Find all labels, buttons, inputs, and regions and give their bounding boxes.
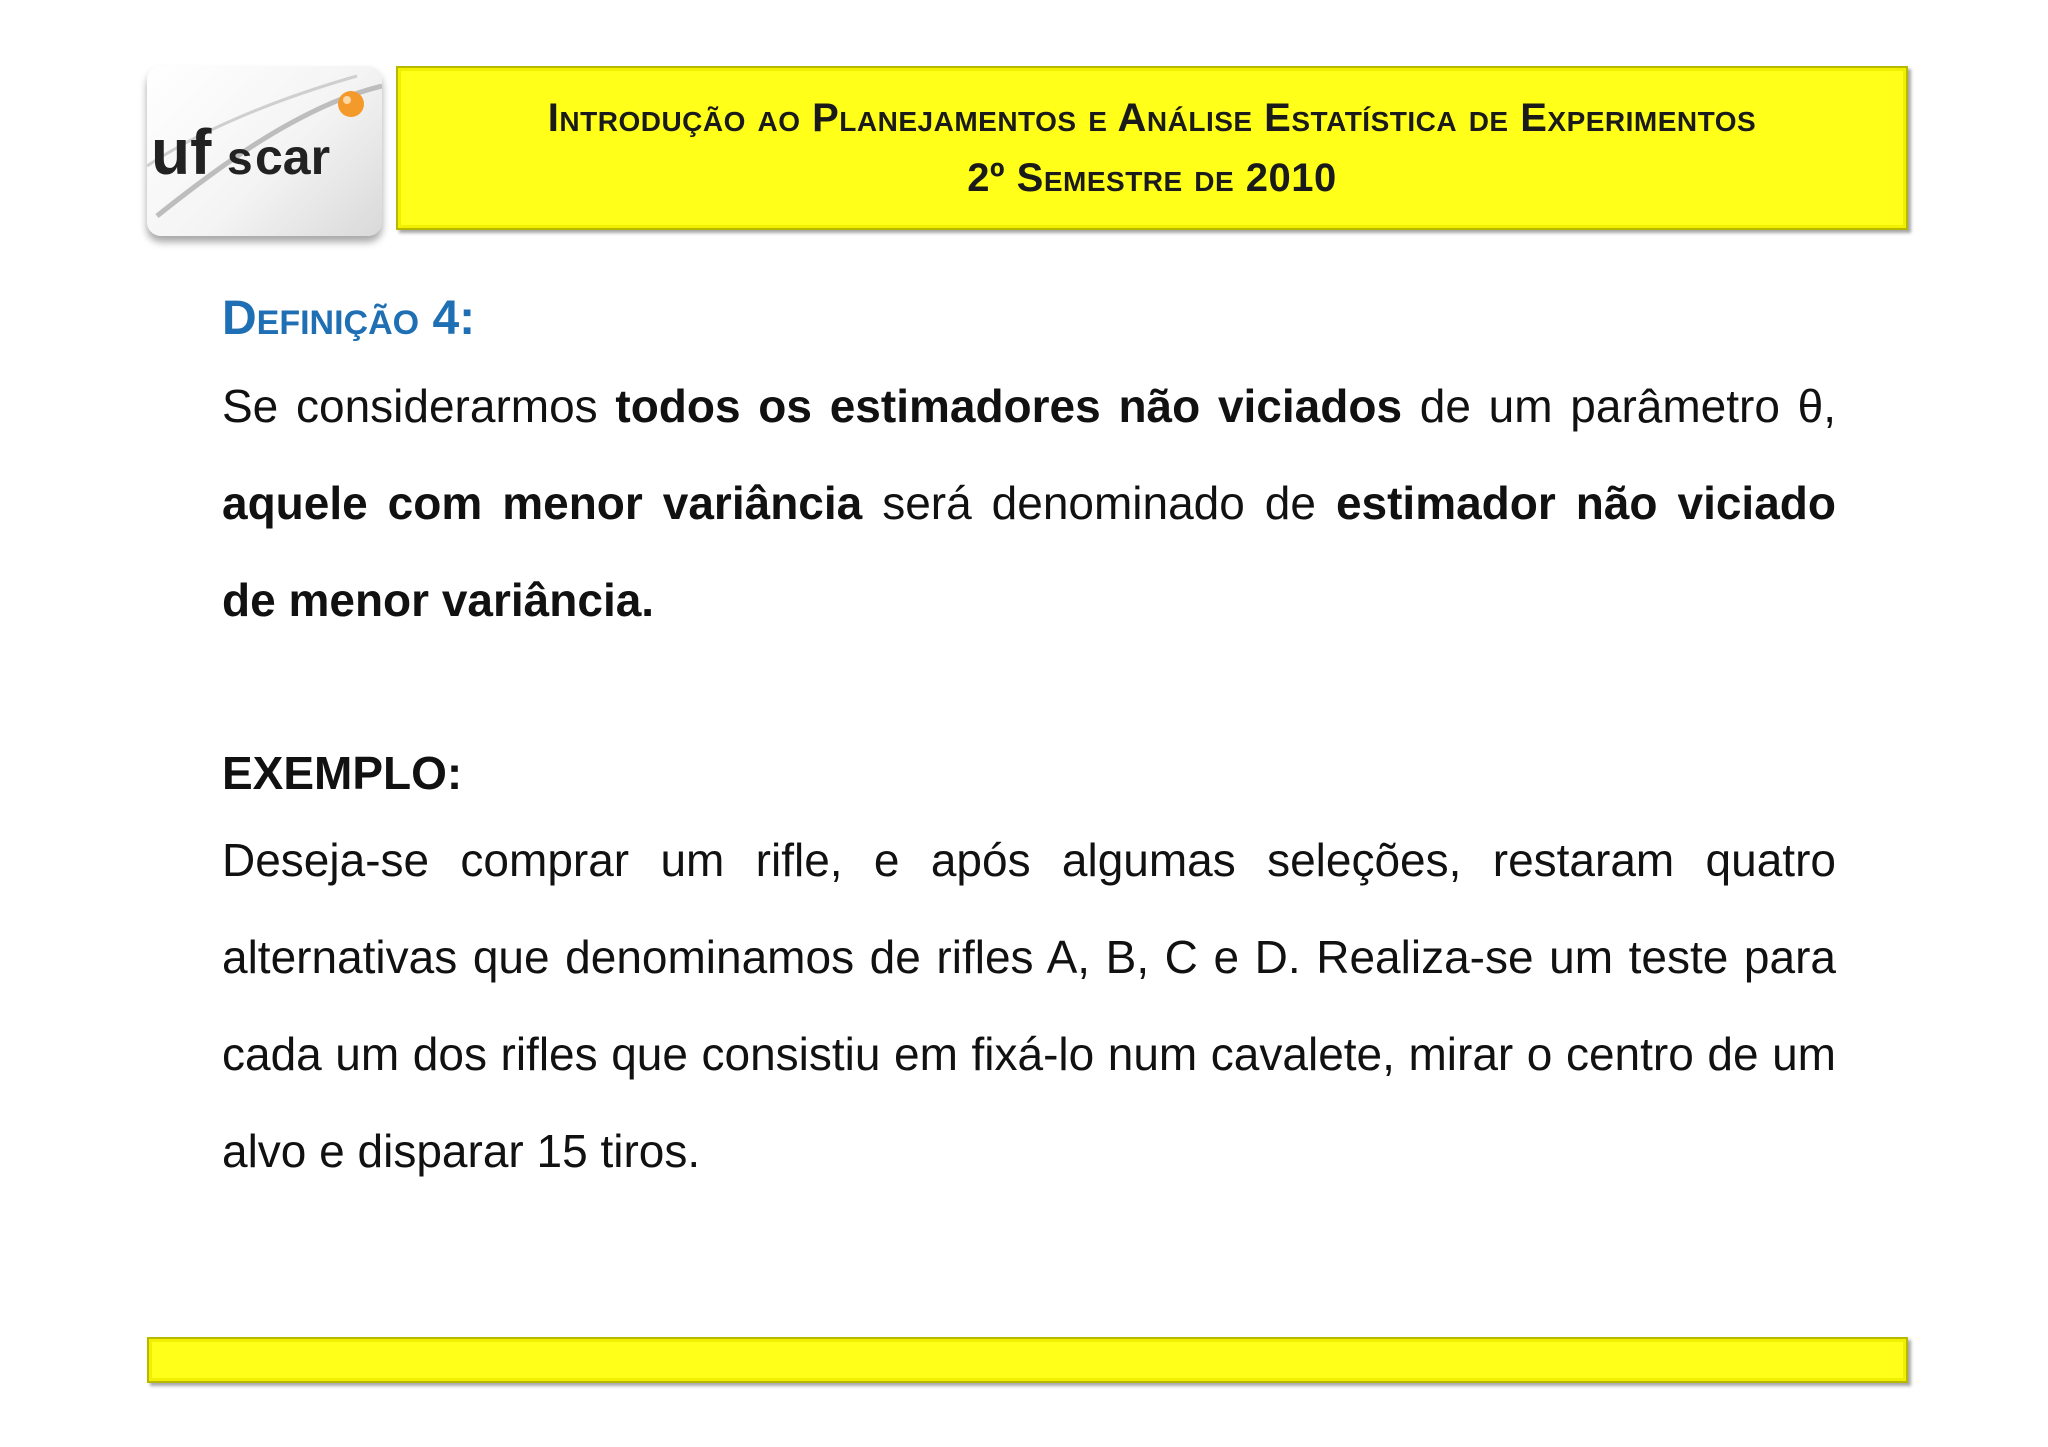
ufscar-logo-graphic	[147, 66, 382, 236]
svg-text:s: s	[227, 132, 253, 184]
definition-title: Definição 4:	[222, 292, 476, 345]
definition-text-part-1: Se considerarmos	[222, 380, 616, 432]
definition-bold-1: todos os estimadores não viciados	[615, 380, 1403, 432]
course-title: Introdução ao Planejamentos e Análise Estatística de Experimentos	[547, 96, 1757, 140]
definition-bold-2: aquele com menor variância	[222, 477, 863, 529]
example-text: Deseja-se comprar um rifle, e após algumas seleções, restaram quatro alternativas que denominamos de rifles A, B, C e D. Realiza-se um teste para cada um dos rifles que consistiu em fixá-lo num cavalete, mirar o centro de um alvo e disparar 15 tiros.	[222, 834, 1836, 1177]
example-title: EXEMPLO:	[222, 747, 463, 799]
svg-text:uf: uf	[151, 116, 212, 188]
definition-text-part-2: de um parâmetro θ,	[1402, 380, 1837, 432]
slide-content	[222, 280, 1836, 1200]
definition-text-part-3: será denominado de	[862, 477, 1336, 529]
svg-text:car: car	[255, 129, 331, 185]
header-banner	[396, 66, 1908, 230]
footer-banner	[147, 1337, 1908, 1383]
semester-title: 2º Semestre de 2010	[967, 156, 1337, 200]
definition-bold-3: estimador não viciado de menor variância.	[222, 477, 1836, 626]
ufscar-logo	[147, 66, 382, 236]
definition-text	[222, 358, 1836, 649]
